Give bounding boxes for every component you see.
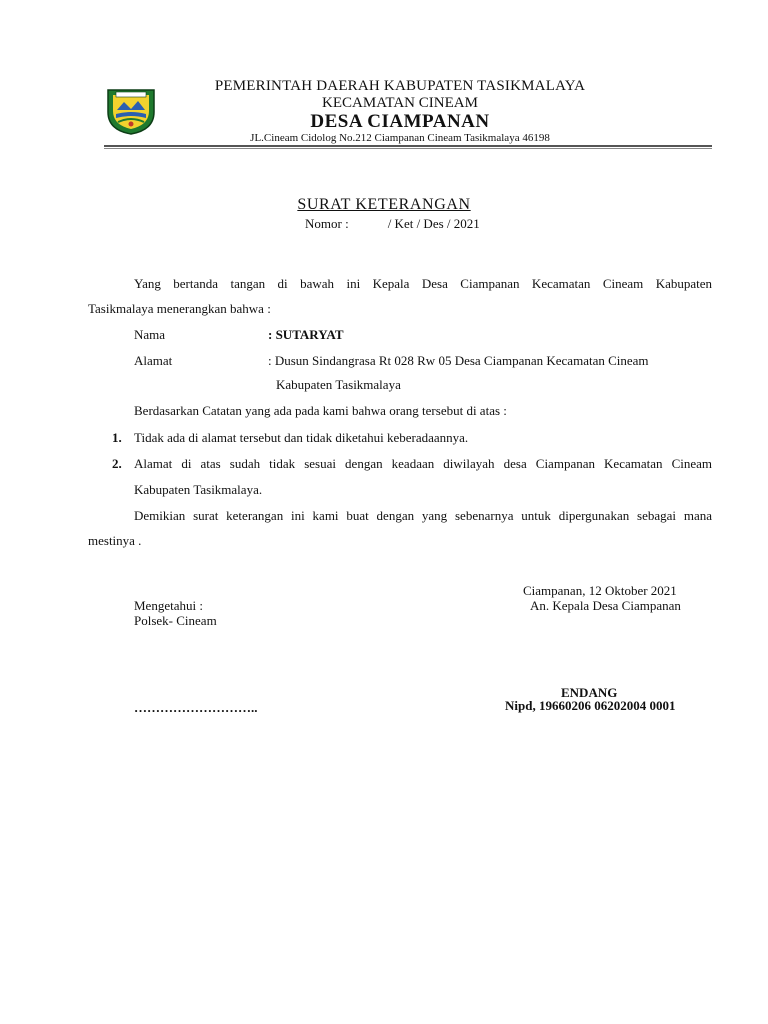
letter-number: Nomor : / Ket / Des / 2021 <box>305 216 480 231</box>
item-number: 2. <box>112 456 122 471</box>
item-text: Alamat di atas sudah tidak sesuai dengan keadaan diwilayah desa Ciampanan Kecamatan Cineam <box>134 456 712 471</box>
government-name: PEMERINTAH DAERAH KABUPATEN TASIKMALAYA <box>214 78 586 94</box>
signer-nip: Nipd, 19660206 06202004 0001 <box>505 698 676 713</box>
item-number: 1. <box>112 430 122 445</box>
office-address: JL.Cineam Cidolog No.212 Ciampanan Cineam Tasikmalaya 46198 <box>250 132 550 144</box>
name-label: Nama <box>134 327 166 342</box>
signer-name: ENDANG <box>561 685 618 700</box>
item-text: Tidak ada di alamat tersebut dan tidak diketahui keberadaannya. <box>134 430 469 445</box>
district-name: KECAMATAN CINEAM <box>322 95 478 111</box>
intro-text-line2: Tasikmalaya menerangkan bahwa : <box>88 301 271 316</box>
letterhead-divider <box>104 145 712 147</box>
acknowledger-name: Polsek- Cineam <box>134 613 217 628</box>
intro-text-line1: Yang bertanda tangan di bawah ini Kepala Desa Ciampanan Kecamatan Cineam Kabupaten <box>134 276 712 291</box>
letter-title: SURAT KETERANGAN <box>297 196 471 213</box>
address-value-line1: : Dusun Sindangrasa Rt 028 Rw 05 Desa Ciampanan Kecamatan Cineam <box>268 353 649 368</box>
name-value: : SUTARYAT <box>268 327 344 342</box>
acknowledged-label: Mengetahui : <box>134 598 203 613</box>
village-name: DESA CIAMPANAN <box>310 111 490 132</box>
letterhead-divider-thin <box>104 148 712 149</box>
place-date: Ciampanan, 12 Oktober 2021 <box>523 583 677 598</box>
closing-text-line1: Demikian surat keterangan ini kami buat dengan yang sebenarnya untuk dipergunakan sebagai mana <box>134 508 712 523</box>
item-text-continued: Kabupaten Tasikmalaya. <box>134 482 263 497</box>
basis-text: Berdasarkan Catatan yang ada pada kami bahwa orang tersebut di atas : <box>134 403 507 418</box>
address-label: Alamat <box>134 353 173 368</box>
left-signature-blank: ……………………….. <box>134 700 258 715</box>
on-behalf-label: An. Kepala Desa Ciampanan <box>530 598 681 613</box>
closing-text-line2: mestinya . <box>88 533 142 548</box>
address-value-line2: Kabupaten Tasikmalaya <box>276 377 401 392</box>
